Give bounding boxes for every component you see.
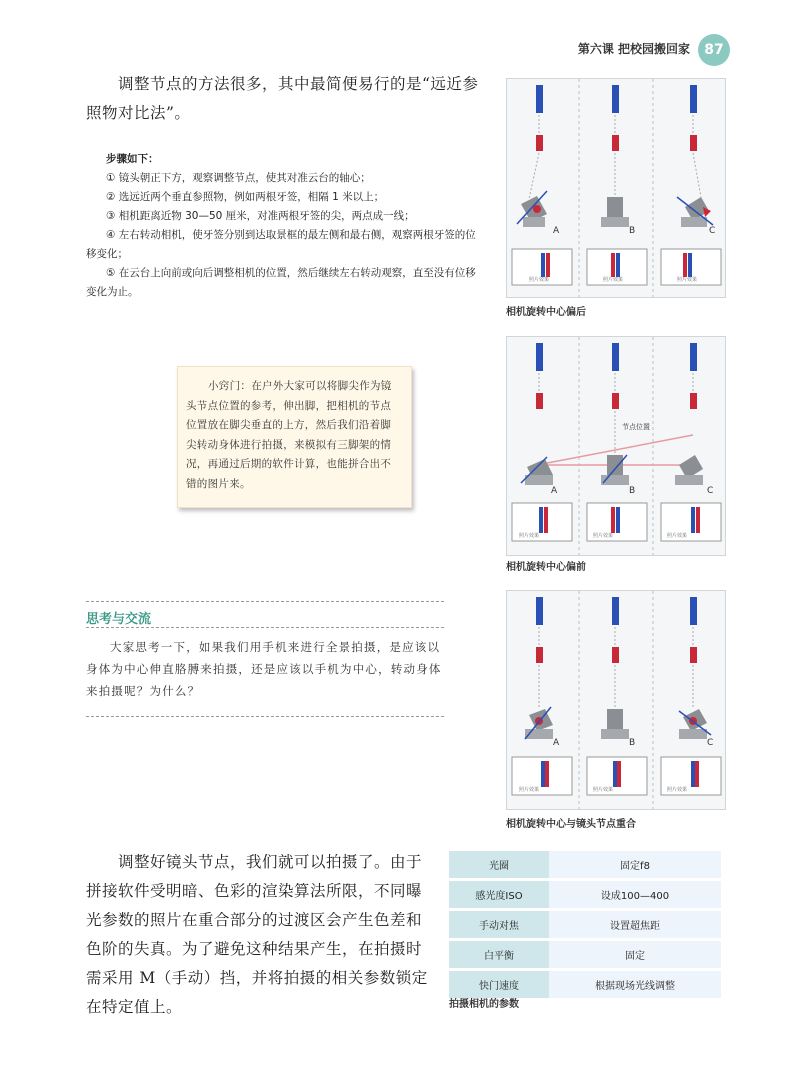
- far-toothpick: [612, 343, 619, 371]
- label-a: A: [553, 226, 560, 236]
- result-label: 照片效果: [519, 787, 540, 793]
- far-toothpick: [612, 597, 619, 625]
- step-item: ③ 相机距离近物 30—50 厘米，对准两根牙签的尖，两点成一线；: [106, 210, 415, 222]
- near-toothpick: [612, 393, 619, 409]
- result-label: 照片效果: [667, 533, 688, 539]
- intro-paragraph: 调整节点的方法很多，其中最简便易行的是“远近参照物对比法”。: [86, 75, 479, 122]
- near-toothpick: [612, 135, 619, 151]
- figure-rotation-behind: [506, 78, 726, 298]
- tip-text: 小窍门：在户外大家可以将脚尖作为镜头节点位置的参考，伸出脚，把相机的节点位置放在脚尖垂直的上方，然后我们沿着脚尖转动身体进行拍摄，来模拟有三脚架的情况，再通过后期的软件计算，也能拼合出不错的图片来。: [186, 380, 392, 490]
- far-toothpick: [612, 85, 619, 113]
- result-label: 照片效果: [603, 277, 624, 283]
- tip-box: [177, 366, 412, 508]
- near-toothpick: [536, 393, 543, 409]
- label-a: A: [551, 486, 558, 496]
- chapter-header: 第六课 把校园搬回家: [577, 42, 690, 56]
- near-toothpick: [536, 647, 543, 663]
- camera-params-table: [449, 848, 721, 1001]
- table-row: [449, 911, 721, 938]
- bottom-paragraph: 调整好镜头节点，我们就可以拍摄了。由于拼接软件受明暗、色彩的渲染算法所限，不同曝光参数的照片在重合部分的过渡区会产生色差和色阶的失真。为了避免这种结果产生，在拍摄时需采用 M（手动）挡，并将拍摄的相关参数锁定在特定值上。: [86, 853, 428, 1016]
- near-toothpick: [690, 647, 697, 663]
- step-item: ① 镜头朝正下方，观察调整节点，使其对准云台的轴心；: [106, 172, 371, 184]
- near-toothpick: [690, 135, 697, 151]
- page-number: 87: [698, 34, 730, 66]
- result-label: 照片效果: [529, 277, 550, 283]
- param-key: 感光度ISO: [449, 881, 549, 908]
- figure-rotation-aligned: [506, 590, 726, 810]
- far-toothpick: [536, 85, 543, 113]
- param-key: 快门速度: [449, 971, 549, 998]
- figure-caption: 相机旋转中心偏前: [506, 562, 586, 573]
- step-item: ⑤ 在云台上向前或向后调整相机的位置，然后继续左右转动观察，直至没有位移变化为止。: [86, 267, 476, 298]
- figure-caption: 相机旋转中心偏后: [506, 307, 586, 318]
- table-row: [449, 971, 721, 998]
- steps-list: [86, 150, 484, 302]
- result-label: 照片效果: [677, 277, 698, 283]
- far-toothpick: [690, 343, 697, 371]
- near-toothpick: [536, 135, 543, 151]
- node-position-label: 节点位置: [622, 423, 650, 431]
- result-label: 照片效果: [519, 533, 540, 539]
- figure-caption: 相机旋转中心与镜头节点重合: [506, 819, 636, 830]
- label-b: B: [629, 738, 636, 748]
- table-row: [449, 881, 721, 908]
- table-caption: 拍摄相机的参数: [449, 999, 519, 1010]
- param-key: 手动对焦: [449, 911, 549, 938]
- divider: [86, 627, 444, 628]
- param-value: 根据现场光线调整: [549, 971, 721, 998]
- label-a: A: [553, 738, 560, 748]
- table-row: [449, 851, 721, 878]
- camera-icon: [607, 197, 623, 217]
- camera-icon: [607, 709, 623, 729]
- table-row: [449, 941, 721, 968]
- divider: [86, 716, 444, 717]
- label-c: C: [709, 226, 716, 236]
- step-item: ② 选远近两个垂直参照物，例如两根牙签，相隔 1 米以上；: [106, 191, 385, 203]
- divider: [86, 601, 444, 602]
- param-value: 固定: [549, 941, 721, 968]
- param-key: 白平衡: [449, 941, 549, 968]
- label-c: C: [707, 486, 714, 496]
- near-toothpick: [690, 393, 697, 409]
- near-toothpick: [612, 647, 619, 663]
- param-value: 设成100—400: [549, 881, 721, 908]
- far-toothpick: [536, 597, 543, 625]
- result-label: 照片效果: [593, 533, 614, 539]
- steps-title: 步骤如下：: [106, 153, 159, 165]
- param-value: 固定f8: [549, 851, 721, 878]
- result-label: 照片效果: [593, 787, 614, 793]
- think-text: 大家思考一下，如果我们用手机来进行全景拍摄，是应该以身体为中心伸直胳膊来拍摄，还是应该以手机为中心，转动身体来拍摄呢？为什么？: [86, 640, 442, 698]
- label-b: B: [629, 226, 636, 236]
- result-label: 照片效果: [667, 787, 688, 793]
- far-toothpick: [536, 343, 543, 371]
- param-key: 光圈: [449, 851, 549, 878]
- think-title: 思考与交流: [86, 612, 152, 627]
- far-toothpick: [690, 85, 697, 113]
- figure-rotation-front: [506, 336, 726, 556]
- label-c: C: [707, 738, 714, 748]
- far-toothpick: [690, 597, 697, 625]
- label-b: B: [629, 486, 636, 496]
- param-value: 设置超焦距: [549, 911, 721, 938]
- camera-icon: [607, 455, 623, 475]
- step-item: ④ 左右转动相机，使牙签分别到达取景框的最左侧和最右侧，观察两根牙签的位移变化；: [86, 229, 476, 260]
